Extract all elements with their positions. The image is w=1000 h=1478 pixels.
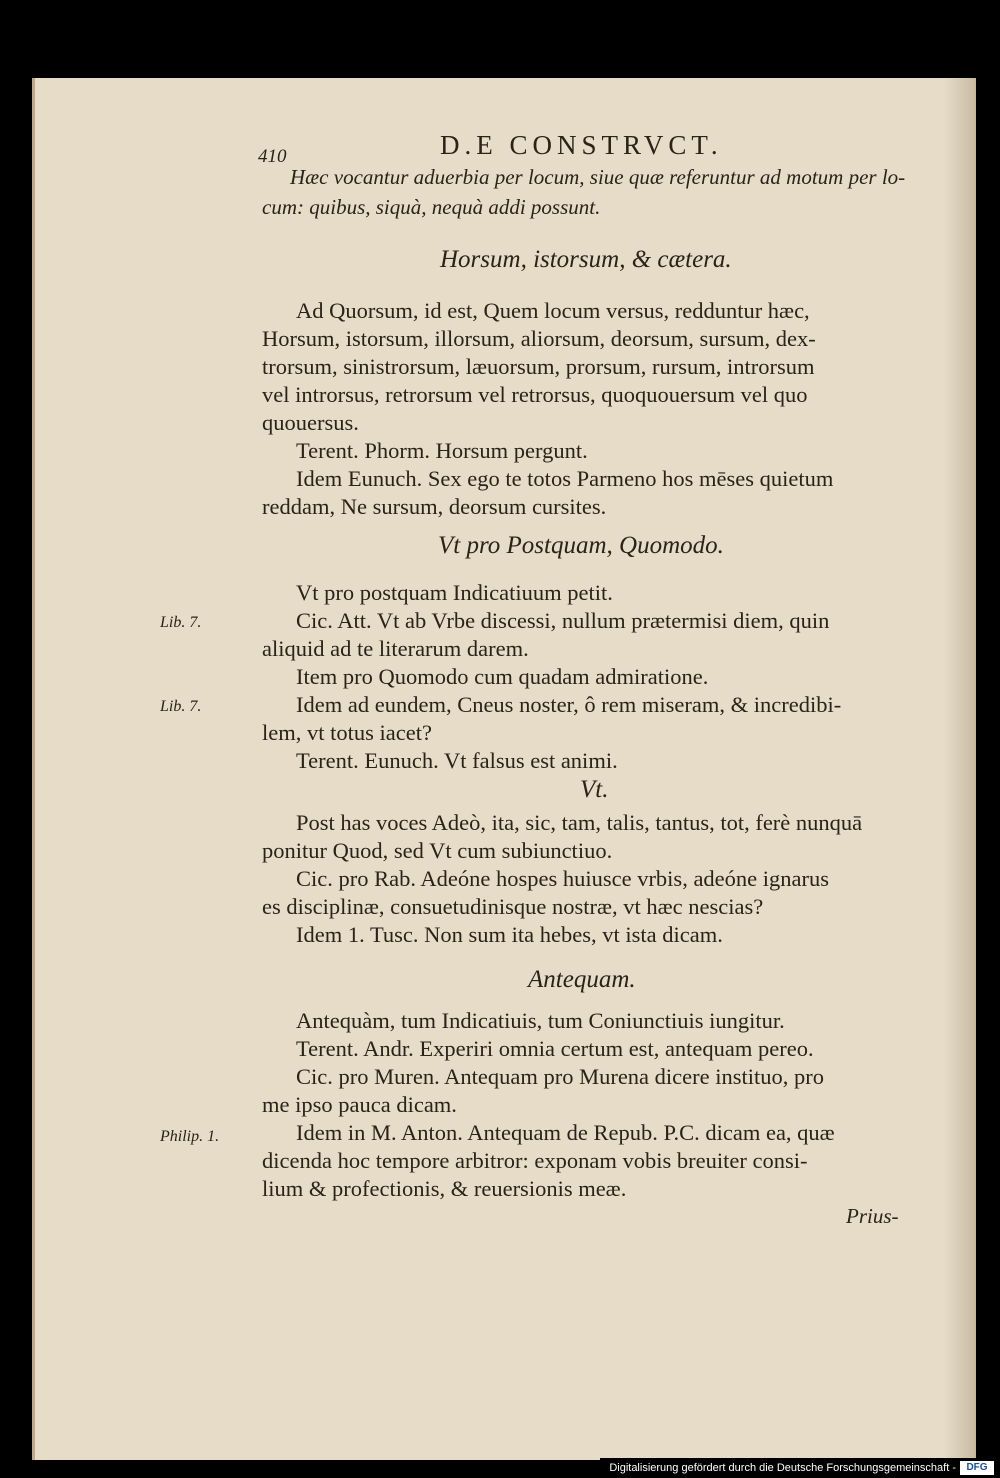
- page-gutter-shadow: [944, 78, 974, 1460]
- text-line: quouersus.: [262, 410, 359, 435]
- intro-line: Hæc vocantur aduerbia per locum, siue quæ referuntur ad motum per lo-: [290, 165, 906, 189]
- text-line: Idem ad eundem, Cneus noster, ô rem miseram, & incredibi-: [296, 692, 842, 717]
- page-number: 410: [258, 146, 287, 167]
- text-line: Vt pro postquam Indicatiuum petit.: [296, 580, 613, 605]
- catchword: Prius-: [846, 1204, 899, 1228]
- text-line: Antequàm, tum Indicatiuis, tum Coniunctiuis iungitur.: [296, 1008, 785, 1033]
- text-line: Terent. Andr. Experiri omnia certum est, antequam pereo.: [296, 1036, 814, 1061]
- text-line: dicenda hoc tempore arbitror: exponam vobis breuiter consi-: [262, 1148, 808, 1173]
- text-line: me ipso pauca dicam.: [262, 1092, 457, 1117]
- text-line: es disciplinæ, consuetudinisque nostræ, vt hæc nescias?: [262, 894, 764, 919]
- text-line: Terent. Phorm. Horsum pergunt.: [296, 438, 588, 463]
- margin-note: Lib. 7.: [160, 698, 202, 715]
- text-line: Cic. Att. Vt ab Vrbe discessi, nullum prætermisi diem, quin: [296, 608, 830, 633]
- text-line: Idem in M. Anton. Antequam de Repub. P.C. dicam ea, quæ: [296, 1120, 835, 1145]
- section-heading: Vt.: [580, 776, 609, 803]
- text-line: lium & profectionis, & reuersionis meæ.: [262, 1176, 627, 1201]
- text-line: Ad Quorsum, id est, Quem locum versus, redduntur hæc,: [296, 298, 810, 323]
- text-line: Terent. Eunuch. Vt falsus est animi.: [296, 748, 618, 773]
- text-line: lem, vt totus iacet?: [262, 720, 432, 745]
- running-title: D.E CONSTRVCT.: [440, 130, 723, 160]
- section-heading: Antequam.: [528, 966, 636, 993]
- dfg-logo-icon: DFG: [960, 1461, 994, 1475]
- text-line: trorsum, sinistrorsum, læuorsum, prorsum, rursum, introrsum: [262, 354, 815, 379]
- text-line: Item pro Quomodo cum quadam admiratione.: [296, 664, 709, 689]
- text-line: ponitur Quod, sed Vt cum subiunctiuo.: [262, 838, 613, 863]
- section-heading: Horsum, istorsum, & cætera.: [440, 246, 732, 273]
- section-heading: Vt pro Postquam, Quomodo.: [438, 532, 724, 559]
- text-line: Horsum, istorsum, illorsum, aliorsum, deorsum, sursum, dex-: [262, 326, 816, 351]
- margin-note: Lib. 7.: [160, 614, 202, 631]
- text-line: vel introrsus, retrorsum vel retrorsus, quoquouersum vel quo: [262, 382, 808, 407]
- digitization-credit: Digitalisierung gefördert durch die Deutsche Forschungsgemeinschaft -: [609, 1462, 956, 1474]
- text-line: Idem Eunuch. Sex ego te totos Parmeno hos mēses quietum: [296, 466, 834, 491]
- margin-note: Philip. 1.: [160, 1128, 220, 1145]
- text-line: Idem 1. Tusc. Non sum ita hebes, vt ista dicam.: [296, 922, 723, 947]
- text-line: Cic. pro Rab. Adeóne hospes huiusce vrbis, adeóne ignarus: [296, 866, 830, 891]
- intro-line: cum: quibus, siquà, nequà addi possunt.: [262, 195, 601, 219]
- text-line: Post has voces Adeò, ita, sic, tam, talis, tantus, tot, ferè nunquā: [296, 810, 863, 835]
- text-line: aliquid ad te literarum darem.: [262, 636, 529, 661]
- text-line: reddam, Ne sursum, deorsum cursites.: [262, 494, 607, 519]
- text-line: Cic. pro Muren. Antequam pro Murena dicere instituo, pro: [296, 1064, 825, 1089]
